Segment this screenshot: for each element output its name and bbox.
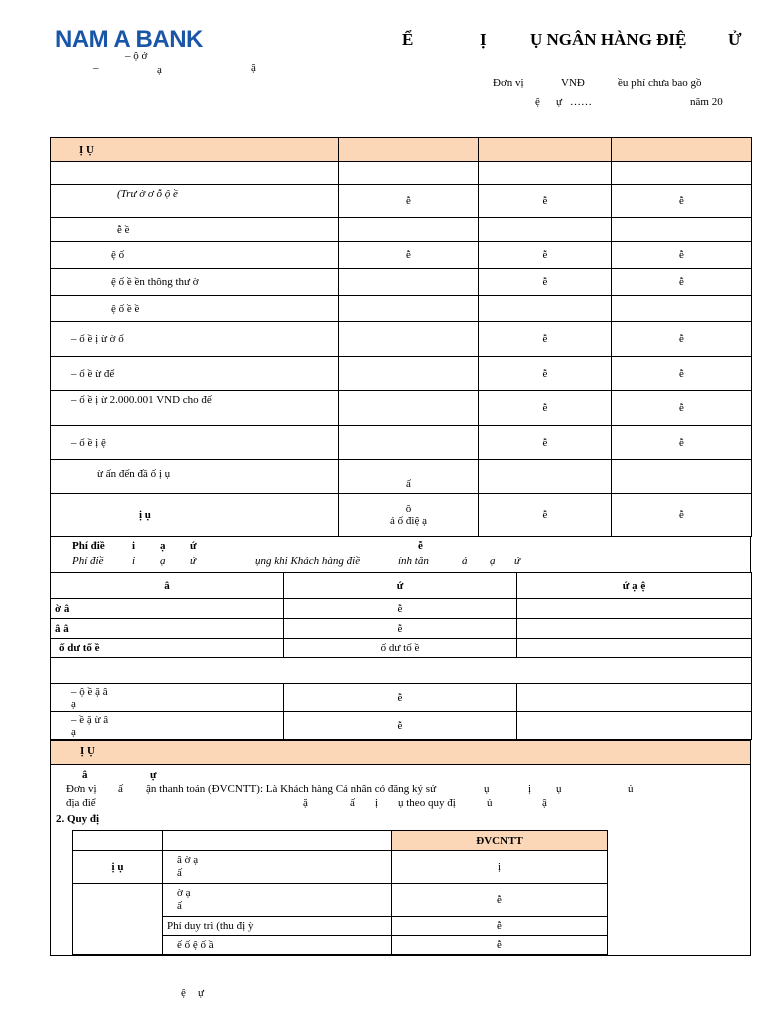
page-title-part-3: Ụ NGÂN HÀNG ĐIỆ — [530, 30, 687, 49]
table3-header: ĐVCNTT — [392, 831, 608, 851]
unit-note-3: ều phí chưa bao gồ — [618, 77, 702, 89]
fee-table-3 — [72, 830, 608, 955]
page-title-part-2: Ị — [480, 30, 487, 49]
row-value: ễ — [479, 242, 612, 269]
row-value: ễ — [612, 242, 752, 269]
item1-line1-2: ấ — [118, 783, 123, 795]
table-row — [51, 269, 752, 296]
table-row — [51, 684, 752, 712]
row-value: ễ — [479, 185, 612, 218]
row-value: ễ — [392, 917, 608, 936]
table-row — [51, 357, 752, 391]
row-label: ị ụ — [51, 494, 339, 537]
table2-header-3: ứ ạ ệ — [517, 573, 752, 599]
fee-line1-4: ứ — [190, 540, 197, 552]
date-line-4: năm 20 — [690, 96, 723, 108]
table-row — [51, 573, 752, 599]
row-value — [339, 494, 479, 537]
item1-line1-3: ận thanh toán (ĐVCNTT): Là Khách hàng Cá nhân có đăng ký sử — [146, 783, 437, 795]
table2-header-1: â — [51, 573, 284, 599]
row-label: ố dư tố ề — [51, 639, 284, 658]
row-value-top: ô — [405, 503, 412, 515]
subheader-dash: – — [93, 62, 99, 74]
row-label: – ố ề ị ệ — [51, 426, 339, 460]
unit-note-2: VNĐ — [561, 77, 585, 89]
date-line-2: ự — [556, 96, 562, 108]
row-value: ễ — [612, 357, 752, 391]
row-value: ễ — [612, 426, 752, 460]
row-label — [73, 884, 163, 955]
row-label: Phí duy trì (thu đị ỳ — [163, 917, 392, 936]
table-row — [51, 599, 752, 619]
table3-header-empty — [163, 831, 392, 851]
fee-line1-1: Phí điề — [72, 540, 105, 552]
row-label: – ố ề ị ừ ờ ố — [51, 322, 339, 357]
table-row — [51, 162, 752, 185]
item1-line1-5: ị — [528, 783, 532, 795]
table-row — [51, 494, 752, 537]
row-value: ễ — [284, 712, 517, 740]
row-value: ễ — [479, 391, 612, 426]
date-line-1: ệ — [535, 96, 540, 108]
row-value: ễ — [479, 269, 612, 296]
row-label: ệ ố — [51, 242, 339, 269]
row-value: ễ — [479, 322, 612, 357]
row-value — [517, 684, 752, 712]
row-value: ễ — [284, 599, 517, 619]
fee-line2-5: ụng khi Khách hàng điề — [255, 555, 361, 567]
row-value: ễ — [284, 684, 517, 712]
row-value: ễ — [392, 884, 608, 917]
row-value: ễ — [612, 185, 752, 218]
row-label: ờ â — [51, 599, 284, 619]
table-row — [51, 639, 752, 658]
unit-note-1: Đơn vị — [493, 77, 524, 89]
section2-header: Ị Ụ — [80, 745, 95, 757]
table-row — [51, 322, 752, 357]
row-label: – ộ ề ặ â ạ — [51, 684, 284, 712]
fee-line1-3: ạ — [160, 540, 166, 552]
item1-line1-7: ủ — [628, 783, 634, 795]
table2-header-2: ứ — [284, 573, 517, 599]
table-row — [51, 658, 752, 684]
subheader-text-1: – ộ ở — [125, 50, 148, 62]
row-value: ễ — [479, 494, 612, 537]
row-value: ễ — [479, 426, 612, 460]
row-label: ệ ố ề ề — [51, 296, 339, 322]
row-value: ễ — [479, 357, 612, 391]
row-label: (Trư ờ ơ ỗ ộ ề — [51, 185, 339, 218]
row-value — [517, 619, 752, 639]
fee-line2-6: ính tăn — [398, 555, 429, 567]
table-row — [51, 712, 752, 740]
row-value: ễ — [612, 269, 752, 296]
fee-line2-4: ứ — [190, 555, 196, 567]
row-value: ố dư tố ề — [284, 639, 517, 658]
row-label: ễ ề — [51, 218, 339, 242]
row-value: ễ — [339, 185, 479, 218]
item1-line2-2: ặ — [303, 797, 308, 809]
table1-header-col2 — [339, 138, 479, 162]
table-row — [51, 619, 752, 639]
row-value: ễ — [339, 242, 479, 269]
item1-line2-5: ụ theo quy đị — [398, 797, 456, 809]
table-row — [51, 296, 752, 322]
item1-line2-4: ị — [375, 797, 379, 809]
subheader-text-3: ậ — [251, 62, 256, 74]
row-label: ế ố ệ ố ầ — [163, 936, 392, 955]
subheader-text-2: ạ — [157, 64, 162, 76]
fee-line1-2: i — [132, 540, 136, 552]
row-label: – ề ặ ừ â ạ — [51, 712, 284, 740]
row-label — [51, 162, 339, 185]
item1-title-2: ự — [150, 769, 157, 781]
fee-table-2 — [50, 572, 752, 740]
row-label: ệ ố ề ền thông thư ờ — [51, 269, 339, 296]
fee-line2-7: ả — [462, 555, 468, 567]
footer-note-2: ự — [198, 987, 204, 999]
table-row — [73, 884, 608, 917]
page-title-part-1: Ể — [402, 30, 414, 49]
bank-logo: NAM A BANK — [55, 26, 203, 53]
row-value: ấ — [339, 460, 479, 494]
table-row — [51, 185, 752, 218]
row-label: – ố ề ừ để — [51, 357, 339, 391]
item1-line1-1: Đơn vị — [66, 783, 97, 795]
item1-line2-3: ấ — [350, 797, 355, 809]
row-label: â â — [51, 619, 284, 639]
item1-title-1: â — [82, 769, 88, 781]
table-row — [51, 460, 752, 494]
table-row — [51, 426, 752, 460]
row-label: ừ ấn đến đầ ố ị ụ — [51, 460, 339, 494]
date-line-3: …… — [570, 96, 592, 108]
table1-header-col3 — [479, 138, 612, 162]
fee-table-1 — [50, 137, 752, 537]
item1-line1-6: ụ — [556, 783, 562, 795]
row-label: – ố ề ị ừ 2.000.001 VND cho đế — [51, 391, 339, 426]
row-value — [517, 712, 752, 740]
row-value: ễ — [612, 494, 752, 537]
fee-line1-5: ễ — [418, 540, 423, 552]
row-value — [517, 599, 752, 619]
row-value: ễ — [612, 322, 752, 357]
row-value: ễ — [392, 936, 608, 955]
table-row — [73, 851, 608, 884]
table-row — [51, 218, 752, 242]
row-value-bottom: ả ố điệ ạ — [390, 515, 427, 527]
table1-header-col4 — [612, 138, 752, 162]
fee-line2-2: i — [132, 555, 136, 567]
item1-line2-6: ủ — [487, 797, 493, 809]
item1-line2-1: địa điể — [66, 797, 96, 809]
fee-line2-1: Phí điề — [72, 555, 104, 567]
item1-line1-4: ụ — [484, 783, 490, 795]
table1-header: Ị Ụ — [51, 138, 339, 162]
table-row — [51, 242, 752, 269]
fee-line2-8: ạ — [490, 555, 496, 567]
row-label: ờ ạ ấ — [163, 884, 392, 917]
table3-header-empty — [73, 831, 163, 851]
table-row — [51, 391, 752, 426]
table-row — [73, 831, 608, 851]
section2-header-bar — [50, 740, 751, 765]
row-label: â ờ ạ ấ — [163, 851, 392, 884]
row-value: ị — [392, 851, 608, 884]
fee-line2-3: ạ — [160, 555, 166, 567]
row-value — [517, 639, 752, 658]
page-title-part-4: Ử — [728, 30, 742, 49]
row-value: ễ — [284, 619, 517, 639]
row-value: ễ — [612, 391, 752, 426]
footer-note-1: ệ — [181, 987, 186, 999]
item2-title: 2. Quy đị — [56, 813, 100, 825]
item1-line2-7: ậ — [542, 797, 547, 809]
row-label: ị ụ — [73, 851, 163, 884]
row-empty — [51, 658, 752, 684]
fee-line2-9: ứ — [514, 555, 520, 567]
